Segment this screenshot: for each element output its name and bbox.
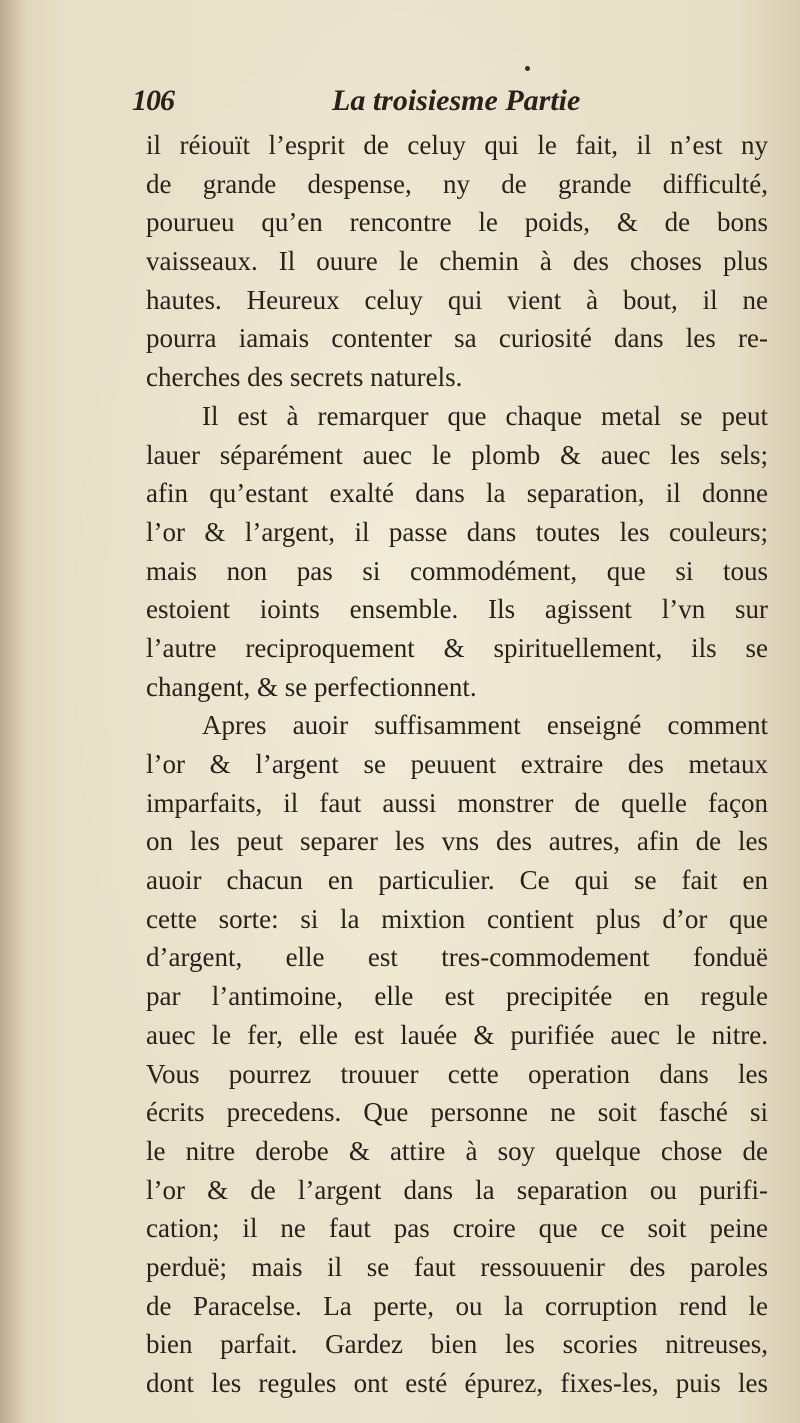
text-line: l’or & de l’argent dans la separation ou purifi-	[146, 1174, 768, 1205]
text-line: de grande despense, ny de grande difficulté,	[146, 168, 768, 199]
text-line: auec le fer, elle est lauée & purifiée auec le nitre.	[146, 1019, 768, 1050]
text-line: changent, & se perfectionnent.	[146, 671, 477, 702]
text-line: imparfaits, il faut aussi monstrer de quelle façon	[146, 787, 768, 818]
text-line: lauer séparément auec le plomb & auec les sels;	[146, 439, 768, 470]
running-head: La troisiesme Partie	[332, 84, 581, 117]
text-line: Il est à remarquer que chaque metal se peut	[202, 400, 768, 431]
text-line: afin qu’estant exalté dans la separation, il donne	[146, 478, 768, 509]
text-line: d’argent, elle est tres-commodement fonduë	[146, 942, 768, 973]
body-text	[146, 126, 768, 1403]
page-number: 106	[132, 84, 174, 117]
text-line: de Paracelse. La perte, ou la corruption rend le	[146, 1290, 768, 1321]
text-line: dont les regules ont esté épurez, fixes-les, puis les	[146, 1368, 768, 1398]
page-header	[132, 84, 652, 120]
text-line: bien parfait. Gardez bien les scories nitreuses,	[146, 1329, 768, 1360]
text-line: auoir chacun en particulier. Ce qui se fait en	[146, 865, 768, 896]
text-line: l’or & l’argent, il passe dans toutes les couleurs;	[146, 516, 768, 547]
text-line: hautes. Heureux celuy qui vient à bout, il ne	[146, 284, 768, 315]
text-line: estoient ioints ensemble. Ils agissent l’vn sur	[146, 594, 768, 625]
text-line: écrits precedens. Que personne ne soit fasché si	[146, 1097, 768, 1128]
ink-speck	[525, 66, 530, 71]
gutter-shadow	[0, 0, 26, 1423]
text-line: pourra iamais contenter sa curiosité dans les re-	[146, 323, 768, 354]
text-line: cation; il ne faut pas croire que ce soit peine	[146, 1213, 768, 1244]
text-line: vaisseaux. Il ouure le chemin à des choses plus	[146, 246, 768, 277]
text-line: pourueu qu’en rencontre le poids, & de bons	[146, 207, 768, 238]
text-line: par l’antimoine, elle est precipitée en regule	[146, 981, 768, 1012]
text-line: Apres auoir suffisamment enseigné comment	[202, 710, 768, 741]
text-line: l’or & l’argent se peuuent extraire des metaux	[146, 749, 768, 779]
text-line: le nitre derobe & attire à soy quelque chose de	[146, 1135, 768, 1166]
text-line: mais non pas si commodément, que si tous	[146, 555, 768, 586]
text-line: cette sorte: si la mixtion contient plus d’or que	[146, 903, 768, 934]
text-line: l’autre reciproquement & spirituellement, ils se	[146, 632, 768, 663]
text-line: perduë; mais il se faut ressouuenir des paroles	[146, 1251, 768, 1282]
text-line: il réiouït l’esprit de celuy qui le fait, il n’est ny	[146, 130, 768, 160]
text-line: Vous pourrez trouuer cette operation dans les	[146, 1058, 768, 1089]
text-line: cherches des secrets naturels.	[146, 362, 463, 393]
text-line: on les peut separer les vns des autres, afin de les	[146, 826, 768, 857]
